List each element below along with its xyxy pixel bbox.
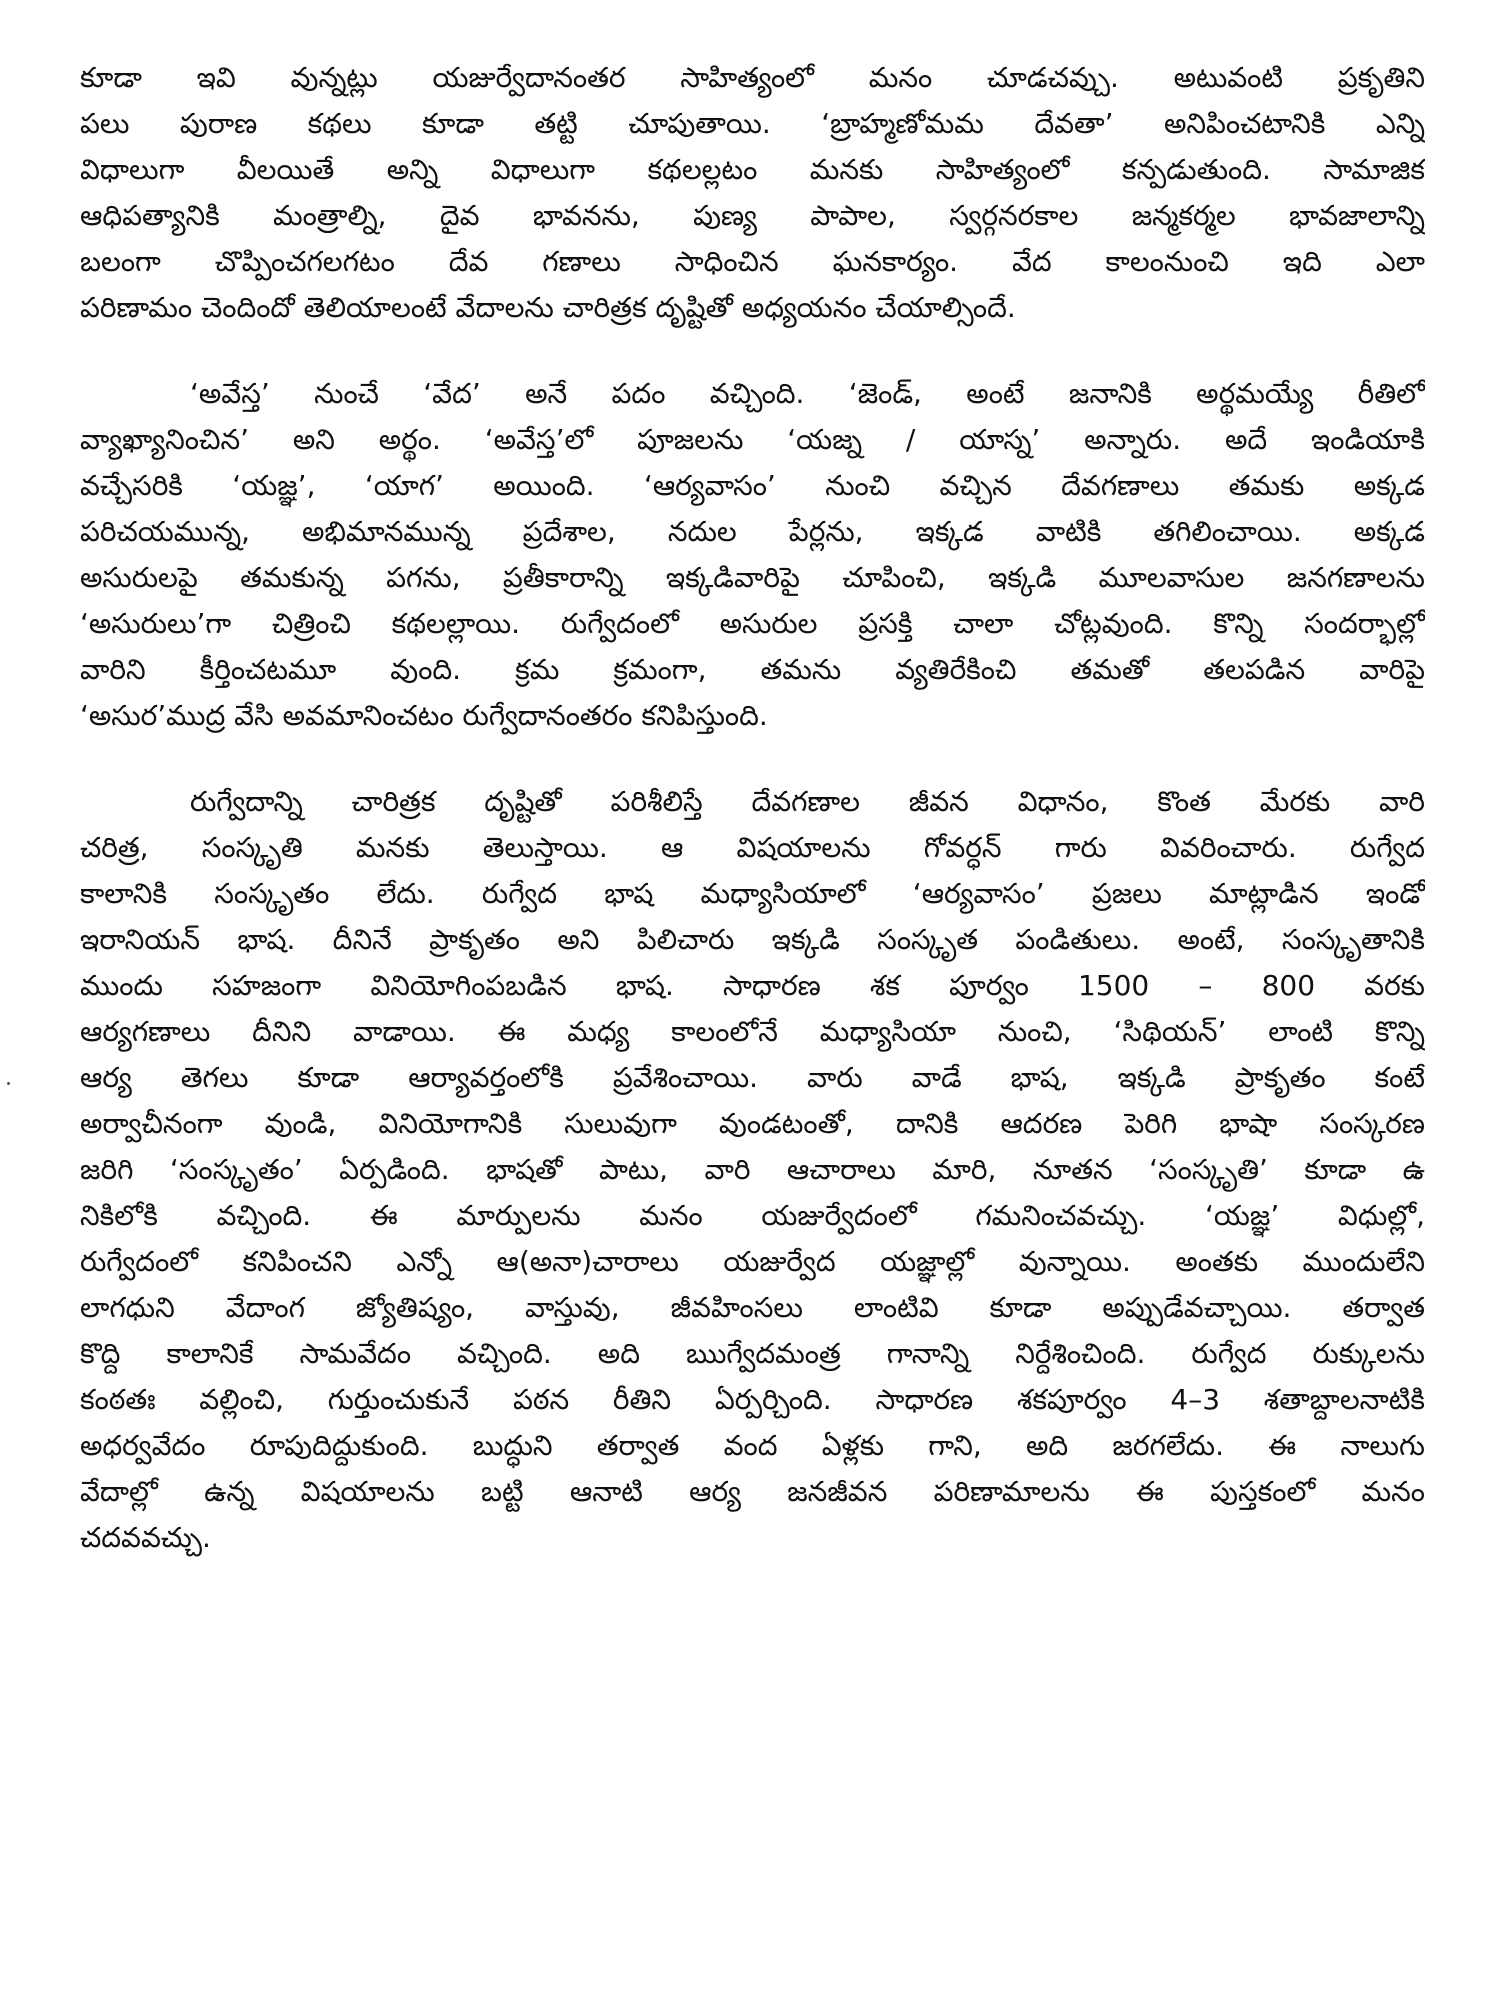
text-line: రుగ్వేదంలో కనిపించని ఎన్నో ఆ(అనా)చారాలు యజుర్వేద యజ్ఞాల్లో వున్నాయి. అంతకు ముందులేని: [80, 1245, 1425, 1278]
text-line: రుగ్వేదాన్ని చారిత్రక దృష్టితో పరిశీలిస్తే దేవగణాల జీవన విధానం, కొంత మేరకు వారి: [190, 785, 1425, 818]
paragraph: [80, 371, 1425, 739]
text-line: ‘అసురులు’గా చిత్రించి కథలల్లాయి. రుగ్వేదంలో అసురుల ప్రసక్తి చాలా చోట్లవుంది. కొన్ని సందర్భాల్లో: [80, 607, 1425, 640]
text-line: ఆర్యగణాలు దీనిని వాడాయి. ఈ మధ్య కాలంలోనే మధ్యాసియా నుంచి, ‘సిథియన్’ లాంటి కొన్ని: [80, 1015, 1425, 1048]
text-line: చరిత్ర, సంస్కృతి మనకు తెలుస్తాయి. ఆ విషయాలను గోవర్ధన్ గారు వివరించారు. రుగ్వేద: [80, 831, 1425, 864]
text-line: వారిని కీర్తించటమూ వుంది. క్రమ క్రమంగా, తమను వ్యతిరేకించి తమతో తలపడిన వారిపై: [80, 653, 1425, 686]
text-line: ఆధిపత్యానికి మంత్రాల్ని, దైవ భావనను, పుణ్య పాపాల, స్వర్గనరకాల జన్మకర్మల భావజాలాన్ని: [80, 199, 1425, 232]
text-line: అర్వాచీనంగా వుండి, వినియోగానికి సులువుగా వుండటంతో, దానికి ఆదరణ పెరిగి భాషా సంస్కరణ: [80, 1107, 1425, 1140]
text-line: లాగధుని వేదాంగ జ్యోతిష్యం, వాస్తువు, జీవహింసలు లాంటివి కూడా అప్పుడేవచ్చాయి. తర్వాత: [80, 1291, 1425, 1324]
text-line: ఆర్య తెగలు కూడా ఆర్యావర్తంలోకి ప్రవేశించాయి. వారు వాడే భాష, ఇక్కడి ప్రాకృతం కంటే: [80, 1061, 1425, 1094]
text-line: కొద్ది కాలానికే సామవేదం వచ్చింది. అది ఋగ్వేదమంత్ర గానాన్ని నిర్దేశించింది. రుగ్వేద రుక్కులను: [80, 1337, 1425, 1370]
text-line: కూడా ఇవి వున్నట్లు యజుర్వేదానంతర సాహిత్యంలో మనం చూడచవ్చు. అటువంటి ప్రకృతిని: [80, 61, 1425, 94]
stray-dot-mark: [7, 1082, 10, 1085]
text-line: ముందు సహజంగా వినియోగింపబడిన భాష. సాధారణ శక పూర్వం 1500 – 800 వరకు: [80, 969, 1425, 1002]
text-line: ఇరానియన్ భాష. దీనినే ప్రాకృతం అని పిలిచారు ఇక్కడి సంస్కృత పండితులు. అంటే, సంస్కృతానికి: [80, 923, 1425, 956]
text-line: అధర్వవేదం రూపుదిద్దుకుంది. బుద్ధుని తర్వాత వంద ఏళ్లకు గాని, అది జరగలేదు. ఈ నాలుగు: [80, 1429, 1425, 1462]
text-line: వచ్చేసరికి ‘యజ్ఞ’, ‘యాగ’ అయింది. ‘ఆర్యవాసం’ నుంచి వచ్చిన దేవగణాలు తమకు అక్కడ: [80, 469, 1425, 502]
document-body: [80, 55, 1425, 1561]
paragraph: [80, 779, 1425, 1561]
text-line: ‘అవేస్త’ నుంచే ‘వేద’ అనే పదం వచ్చింది. ‘జెండ్, అంటే జనానికి అర్థమయ్యే రీతిలో: [190, 377, 1425, 410]
text-line: నికిలోకి వచ్చింది. ఈ మార్పులను మనం యజుర్వేదంలో గమనించవచ్చు. ‘యజ్ఞ’ విధుల్లో,: [80, 1199, 1425, 1232]
text-line: వ్యాఖ్యానించిన’ అని అర్థం. ‘అవేస్త’లో పూజలను ‘యజ్న / యాస్న’ అన్నారు. అదే ఇండియాకి: [80, 423, 1425, 456]
text-line: పరిచయమున్న, అభిమానమున్న ప్రదేశాల, నదుల పేర్లను, ఇక్కడ వాటికి తగిలించాయి. అక్కడ: [80, 515, 1425, 548]
text-line: విధాలుగా వీలయితే అన్ని విధాలుగా కథలల్లటం మనకు సాహిత్యంలో కన్పడుతుంది. సామాజిక: [80, 153, 1425, 186]
text-line: కాలానికి సంస్కృతం లేదు. రుగ్వేద భాష మధ్యాసియాలో ‘ఆర్యవాసం’ ప్రజలు మాట్లాడిన ఇండో: [80, 877, 1425, 910]
text-line: చదవవచ్చు.: [80, 1521, 211, 1554]
text-line: కంఠతః వల్లించి, గుర్తుంచుకునే పఠన రీతిని ఏర్పర్చింది. సాధారణ శకపూర్వం 4–3 శతాబ్దాలనాటికి: [80, 1383, 1425, 1416]
text-line: జరిగి ‘సంస్కృతం’ ఏర్పడింది. భాషతో పాటు, వారి ఆచారాలు మారి, నూతన ‘సంస్కృతి’ కూడా ఉ: [80, 1153, 1425, 1186]
text-line: వేదాల్లో ఉన్న విషయాలను బట్టి ఆనాటి ఆర్య జనజీవన పరిణామాలను ఈ పుస్తకంలో మనం: [80, 1475, 1425, 1508]
text-line: ‘అసుర’ముద్ర వేసి అవమానించటం రుగ్వేదానంతరం కనిపిస్తుంది.: [80, 699, 768, 732]
text-line: పరిణామం చెందిందో తెలియాలంటే వేదాలను చారిత్రక దృష్టితో అధ్యయనం చేయాల్సిందే.: [80, 291, 1016, 324]
paragraph: [80, 55, 1425, 331]
text-line: పలు పురాణ కథలు కూడా తట్టి చూపుతాయి. ‘బ్రాహ్మణోమమ దేవతా’ అనిపించటానికి ఎన్ని: [80, 107, 1425, 140]
text-line: అసురులపై తమకున్న పగను, ప్రతీకారాన్ని ఇక్కడివారిపై చూపించి, ఇక్కడి మూలవాసుల జనగణాలను: [80, 561, 1425, 594]
text-line: బలంగా చొప్పించగలగటం దేవ గణాలు సాధించిన ఘనకార్యం. వేద కాలంనుంచి ఇది ఎలా: [80, 245, 1425, 278]
